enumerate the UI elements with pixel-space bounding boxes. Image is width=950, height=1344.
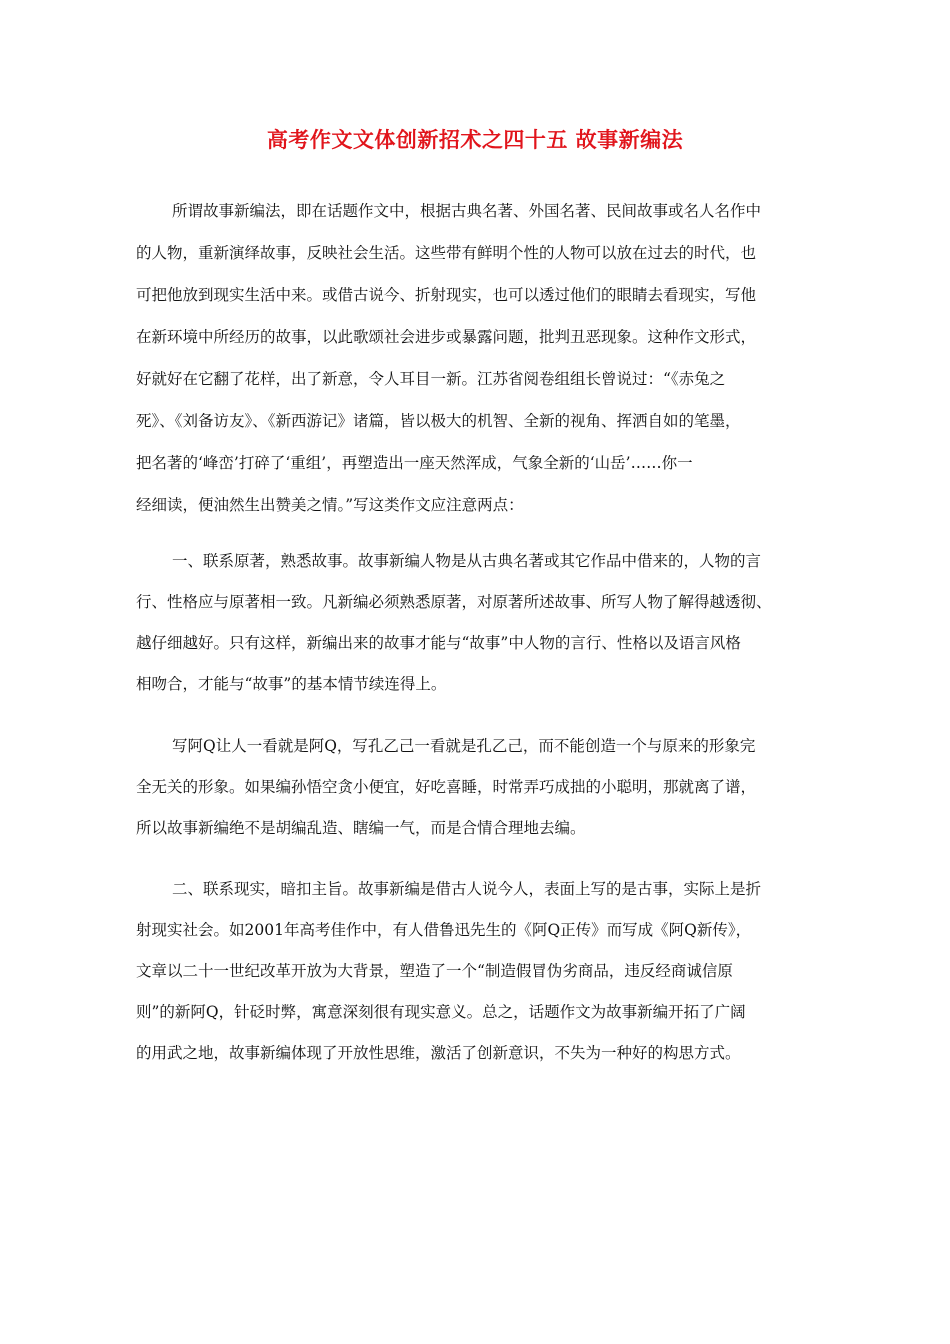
paragraph-line: 一、联系原著，熟悉故事。故事新编人物是从古典名著或其它作品中借来的，人物的言 xyxy=(172,552,762,570)
paragraph-line: 经细读，便油然生出赞美之情。”写这类作文应注意两点： xyxy=(136,496,524,514)
paragraph-line: 好就好在它翻了花样，出了新意，令人耳目一新。江苏省阅卷组组长曾说过：“《赤兔之 xyxy=(136,370,726,388)
paragraph-line: 二、联系现实，暗扣主旨。故事新编是借古人说今人，表面上写的是古事，实际上是折 xyxy=(172,880,762,898)
paragraph-line: 则”的新阿Q，针砭时弊，寓意深刻很有现实意义。总之，话题作文为故事新编开拓了广阔 xyxy=(136,1003,746,1021)
document-title: 高考作文文体创新招术之四十五 故事新编法 xyxy=(266,127,684,152)
paragraph-line: 把名著的‘峰峦’打碎了‘重组’，再塑造出一座天然浑成，气象全新的‘山岳’……你一 xyxy=(136,454,693,472)
paragraph-line: 全无关的形象。如果编孙悟空贪小便宜，好吃喜睡，时常弄巧成拙的小聪明，那就离了谱， xyxy=(136,778,757,796)
paragraph-line: 写阿Q让人一看就是阿Q，写孔乙己一看就是孔乙己，而不能创造一个与原来的形象完 xyxy=(172,737,756,755)
paragraph-line: 文章以二十一世纪改革开放为大背景，塑造了一个“制造假冒伪劣商品，违反经商诚信原 xyxy=(136,962,733,980)
paragraph-line: 行、性格应与原著相一致。凡新编必须熟悉原著，对原著所述故事、所写人物了解得越透彻、 xyxy=(136,593,772,611)
paragraph-line: 在新环境中所经历的故事，以此歌颂社会进步或暴露问题，批判丑恶现象。这种作文形式， xyxy=(136,328,757,346)
paragraph-line: 所以故事新编绝不是胡编乱造、瞎编一气，而是合情合理地去编。 xyxy=(136,819,586,837)
paragraph-line: 的人物，重新演绎故事，反映社会生活。这些带有鲜明个性的人物可以放在过去的时代，也 xyxy=(136,244,757,262)
paragraph-line: 死》、《刘备访友》、《新西游记》诸篇，皆以极大的机智、全新的视角、挥洒自如的笔墨， xyxy=(136,412,741,430)
paragraph-line: 射现实社会。如2001年高考佳作中，有人借鲁迅先生的《阿Q正传》而写成《阿Q新传》， xyxy=(136,921,752,939)
paragraph-line: 相吻合，才能与“故事”的基本情节续连得上。 xyxy=(136,675,447,693)
paragraph-line: 所谓故事新编法，即在话题作文中，根据古典名著、外国名著、民间故事或名人名作中 xyxy=(172,202,762,220)
paragraph-line: 可把他放到现实生活中来。或借古说今、折射现实，也可以透过他们的眼睛去看现实，写他 xyxy=(136,286,757,304)
paragraph-line: 的用武之地，故事新编体现了开放性思维，激活了创新意识，不失为一种好的构思方式。 xyxy=(136,1044,741,1062)
paragraph-line: 越仔细越好。只有这样，新编出来的故事才能与“故事”中人物的言行、性格以及语言风格 xyxy=(136,634,741,652)
